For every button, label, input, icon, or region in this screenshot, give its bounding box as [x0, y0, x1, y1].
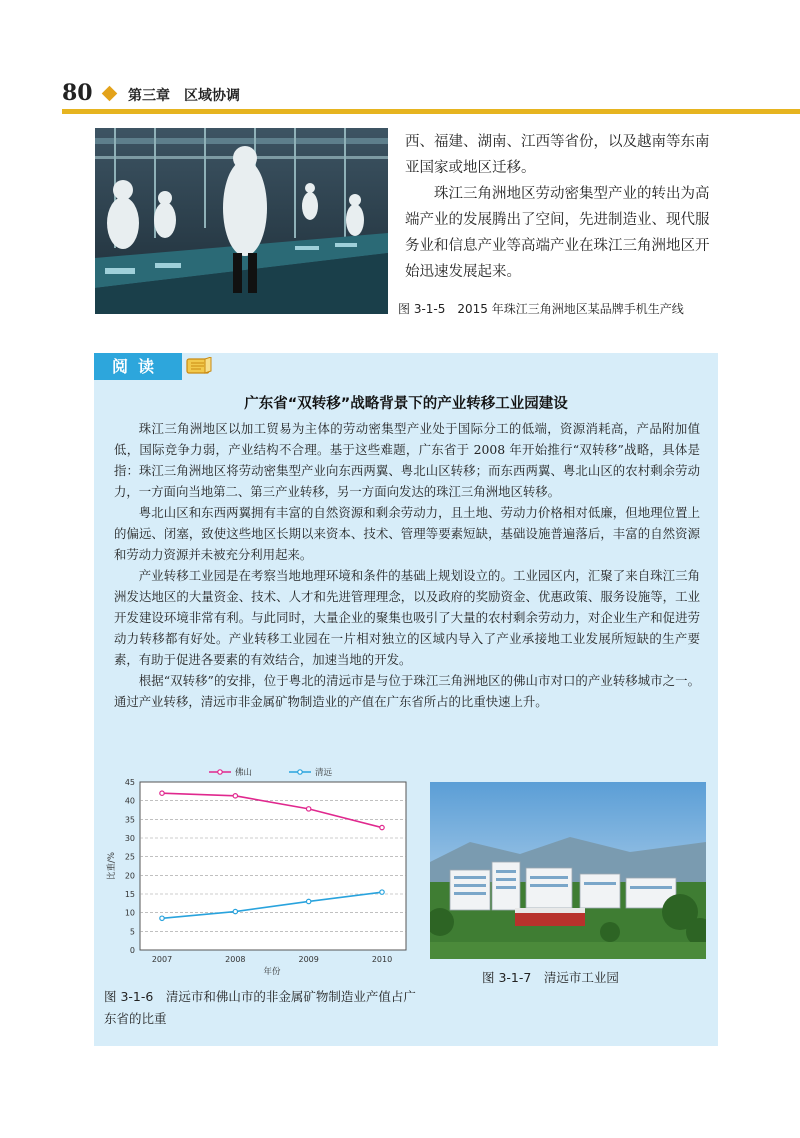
x-tick-label: 2007 — [151, 955, 173, 964]
y-tick-label: 35 — [124, 815, 135, 825]
y-tick-label: 40 — [124, 796, 135, 806]
plot-area — [140, 782, 406, 950]
data-point — [233, 909, 237, 913]
reading-paragraphs — [114, 418, 700, 712]
x-tick-label: 2010 — [371, 955, 393, 964]
figure-caption-3-1-6: 图 3-1-6 清远市和佛山市的非金属矿物制造业产值占广东省的比重 — [104, 989, 416, 1026]
x-tick-label: 2009 — [298, 955, 319, 964]
industrial-park-photo — [430, 782, 706, 959]
reading-paragraph: 珠江三角洲地区以加工贸易为主体的劳动密集型产业处于国际分工的低端，资源消耗高，产品附加值低，国际竞争力弱，产业结构不合理。基于这些难题，广东省于 2008 年开始推行“双转移”战略，具体是指：珠江三角洲地区将劳动密集型产业向东西两翼、粤北山区转移；而东西两翼、粤北山区的农村剩余劳动力，一方面向当地第二、第三产业转移，另一方面向发达的珠江三角洲地区转移。 — [114, 421, 700, 499]
data-point — [160, 791, 164, 795]
figure-caption-3-1-5: 图 3-1-5 2015 年珠江三角洲地区某品牌手机生产线 — [398, 302, 684, 316]
chapter-diamond-icon — [102, 86, 118, 102]
x-tick-label: 2008 — [225, 955, 246, 964]
y-tick-label: 0 — [129, 946, 135, 955]
reading-paragraph: 粤北山区和东西两翼拥有丰富的自然资源和剩余劳动力，且土地、劳动力价格相对低廉，但地理位置上的偏远、闭塞，致使这些地区长期以来资本、技术、管理等要素短缺，基础设施普遍落后，丰富的自然资源和劳动力资源并未被充分利用起来。 — [114, 505, 700, 562]
y-tick-label: 10 — [124, 908, 135, 918]
intro-paragraph-2: 珠江三角洲地区劳动密集型产业的转出为高端产业的发展腾出了空间，先进制造业、现代服务业和信息产业等高端产业在珠江三角洲地区开始迅速发展起来。 — [405, 186, 710, 280]
data-point — [306, 807, 310, 811]
data-point — [233, 794, 237, 798]
data-point — [306, 899, 310, 903]
header-bar — [62, 109, 800, 114]
data-point — [380, 890, 384, 894]
factory-photo — [95, 128, 388, 314]
y-axis-title: 比重/% — [107, 852, 117, 880]
legend-marker — [218, 770, 222, 774]
x-axis-title: 年份 — [263, 967, 281, 977]
data-point — [160, 916, 164, 920]
figure-caption-3-1-7: 图 3-1-7 清远市工业园 — [482, 970, 619, 985]
line-chart — [104, 760, 414, 982]
reading-title: 广东省“双转移”战略背景下的产业转移工业园建设 — [244, 396, 568, 412]
y-tick-label: 15 — [124, 890, 135, 899]
chapter-title: 第三章 区域协调 — [128, 88, 240, 104]
page-number: 80 — [62, 80, 93, 106]
legend-label: 清远 — [315, 768, 333, 778]
reading-tab: 阅读 — [94, 353, 182, 380]
legend-marker — [298, 770, 302, 774]
reading-paragraph: 根据“双转移”的安排，位于粤北的清远市是与位于珠江三角洲地区的佛山市对口的产业转移城市之一。通过产业转移，清远市非金属矿物制造业的产值在广东省所占的比重快速上升。 — [114, 673, 700, 709]
line-chart-svg — [104, 760, 414, 982]
y-tick-label: 45 — [124, 778, 135, 787]
data-point — [380, 825, 384, 829]
intro-text — [405, 129, 717, 285]
intro-line-1: 西、福建、湖南、江西等省份，以及越南等东南亚国家或地区迁移。 — [405, 134, 710, 176]
y-tick-label: 30 — [124, 834, 135, 843]
y-tick-label: 25 — [124, 852, 135, 862]
book-icon — [186, 357, 212, 375]
y-tick-label: 20 — [124, 871, 135, 881]
reading-paragraph: 产业转移工业园是在考察当地地理环境和条件的基础上规划设立的。工业园区内，汇聚了来自珠江三角洲发达地区的大量资金、技术、人才和先进管理理念，以及政府的奖励资金、优惠政策、服务设施等，工业开发建设环境非常有利。与此同时，大量企业的聚集也吸引了大量的农村剩余劳动力，对企业生产和促进劳动力转移都有好处。产业转移工业园在一片相对独立的区域内导入了产业承接地工业发展所短缺的生产要素，有助于促进各要素的有效结合，加速当地的开发。 — [114, 568, 700, 667]
y-tick-label: 5 — [129, 927, 135, 937]
legend-label: 佛山 — [235, 768, 253, 778]
